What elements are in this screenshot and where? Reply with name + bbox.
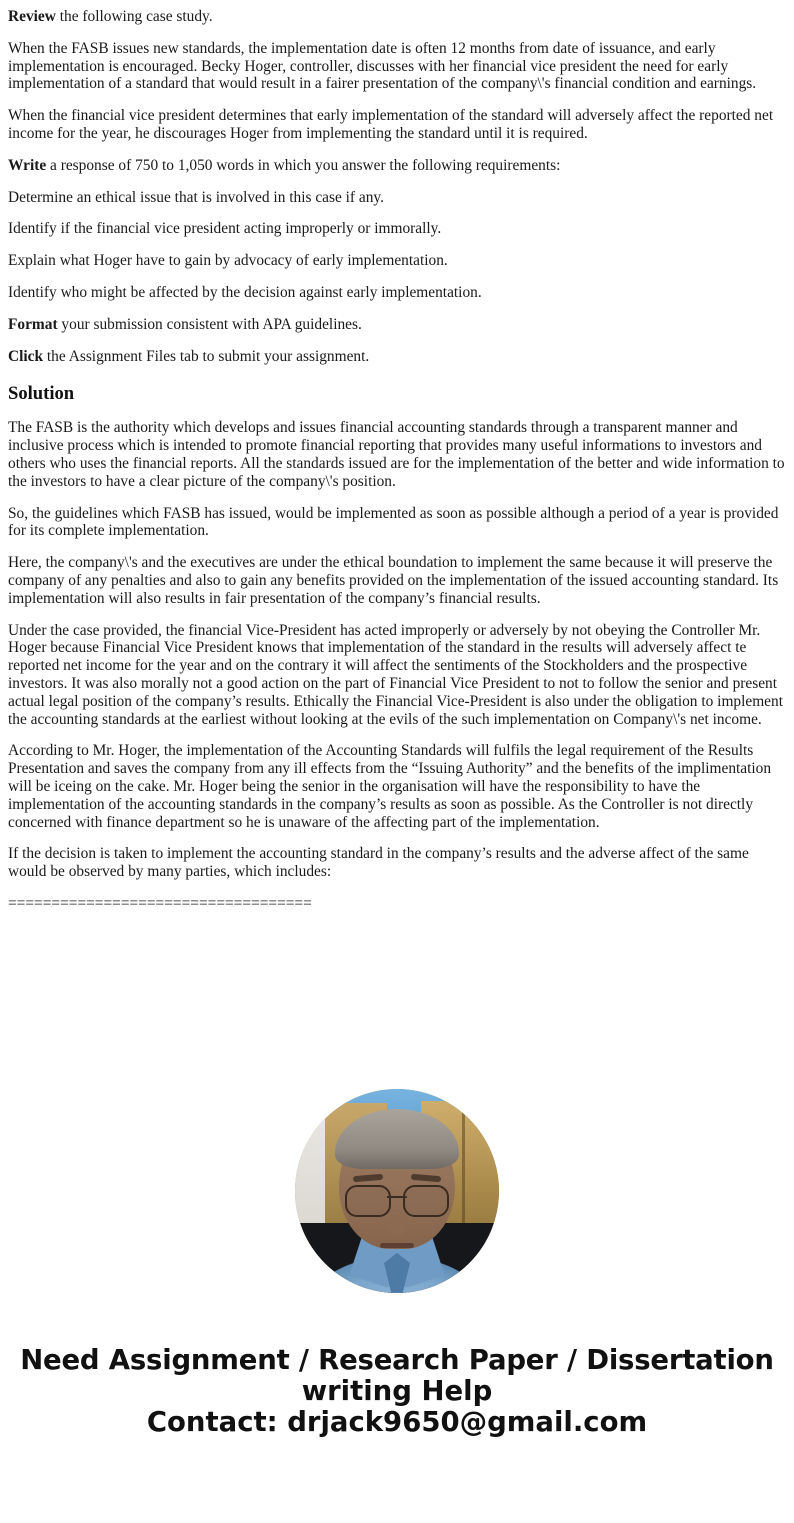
solution-paragraph-5: According to Mr. Hoger, the implementation of the Accounting Standards will fulfils the legal requirement of the Results Presentation and saves the company from any ill effects from the “Issuing Authority” and the benefits of the implimentation will be iceing on the cake. Mr. Hoger being the senior in the organisation will have the responsibility to have the implementation of the accounting standards in the company’s results as soon as possible. As the Controller is not directly concerned with finance department so he is unaware of the affecting part of the implementation. bbox=[8, 742, 772, 831]
paragraph-case-intro bbox=[8, 40, 786, 93]
paragraph-write bbox=[8, 157, 786, 175]
footer-promo bbox=[8, 1345, 786, 1438]
paragraph-text: a response of 750 to 1,050 words in which you answer the following requirements: bbox=[46, 156, 561, 174]
paragraph-text: the Assignment Files tab to submit your assignment. bbox=[43, 347, 370, 365]
paragraph-text: the following case study. bbox=[55, 8, 213, 25]
paragraph-text: When the financial vice president determines that early implementation of the standard will adversely affect the reported net income for the year, he discourages Hoger from implementing the standard until it is required. bbox=[8, 107, 774, 142]
solution-paragraph-3: Here, the company\'s and the executives are under the ethical boundation to implement the same because it will preserve the company of any penalties and also to gain any benefits provided on the implementation of the issued accounting standard. Its implementation will also results in fair presentation of the company’s financial results. bbox=[8, 554, 779, 607]
glasses-lens-left bbox=[345, 1185, 391, 1217]
footer-headline-line-1: Need Assignment / Research Paper / Dissertation bbox=[20, 1343, 774, 1376]
lead-word-format: Format bbox=[8, 315, 58, 333]
section-divider: =================================== bbox=[8, 894, 312, 912]
solution-paragraph-4: Under the case provided, the financial Vice-President has acted improperly or adversely by not obeying the Controller Mr. Hoger because Financial Vice President knows that implementation of the standard in the results will adversely affect te reported net income for the year and on the contrary it will affect the sentiments of the Stockholders and the prospective investors. It was also morally not a good action on the part of Financial Vice President to not to follow the senior and present actual legal position of the company’s results. Ethically the Financial Vice-President is also under the obligation to implement the accounting standards at the earliest without looking at the evils of the such implementation on Company\'s net income. bbox=[8, 621, 783, 728]
solution-heading: Solution bbox=[8, 383, 75, 405]
paragraph-click bbox=[8, 348, 786, 366]
requirement-hoger-gain bbox=[8, 252, 786, 270]
footer-headline-line-2: writing Help bbox=[301, 1374, 493, 1407]
avatar bbox=[295, 1089, 499, 1293]
paragraph-text: When the FASB issues new standards, the implementation date is often 12 months from date of issuance, and early implementation is encouraged. Becky Hoger, controller, discusses with her financial vice president the need for early implementation of a standard that would result in a fairer presentation of the company\'s financial condition and earnings. bbox=[8, 39, 757, 93]
lead-word-review: Review bbox=[8, 8, 56, 25]
solution-paragraph-2: So, the guidelines which FASB has issued, would be implemented as soon as possible although a period of a year is provided for its complete implementation. bbox=[8, 504, 779, 540]
solution-paragraph-6: If the decision is taken to implement the accounting standard in the company’s results and the adverse affect of the same would be observed by many parties, which includes: bbox=[8, 845, 749, 881]
paragraph-text: Determine an ethical issue that is involved in this case if any. bbox=[8, 188, 384, 206]
paragraph-vp-discourages bbox=[8, 107, 786, 143]
footer-contact-line: Contact: drjack9650@gmail.com bbox=[146, 1405, 648, 1438]
lead-word-click: Click bbox=[8, 347, 44, 365]
paragraph-format bbox=[8, 316, 786, 334]
paragraph-text: Explain what Hoger have to gain by advocacy of early implementation. bbox=[8, 252, 448, 270]
paragraph-text: Identify if the financial vice president acting improperly or immorally. bbox=[8, 220, 442, 238]
glasses-lens-right bbox=[403, 1185, 449, 1217]
solution-paragraph-1: The FASB is the authority which develops and issues financial accounting standards through a transparent manner and inclusive process which is intended to promote financial reporting that provides many useful informations to investors and others who uses the financial reports. All the standards issued are for the implementation of the better and wide information to the investors to have a clear picture of the company\'s position. bbox=[8, 419, 785, 490]
paragraph-review bbox=[8, 8, 786, 26]
requirement-who-affected bbox=[8, 284, 786, 302]
lead-word-write: Write bbox=[8, 156, 47, 174]
portrait-mouth bbox=[380, 1243, 414, 1248]
requirement-vp-improper bbox=[8, 220, 786, 238]
requirement-ethical-issue bbox=[8, 189, 786, 207]
portrait-nose bbox=[388, 1215, 406, 1237]
portrait-glasses bbox=[345, 1185, 449, 1215]
paragraph-text: your submission consistent with APA guidelines. bbox=[57, 315, 362, 333]
author-photo-container bbox=[8, 1089, 786, 1293]
paragraph-text: Identify who might be affected by the decision against early implementation. bbox=[8, 283, 482, 301]
